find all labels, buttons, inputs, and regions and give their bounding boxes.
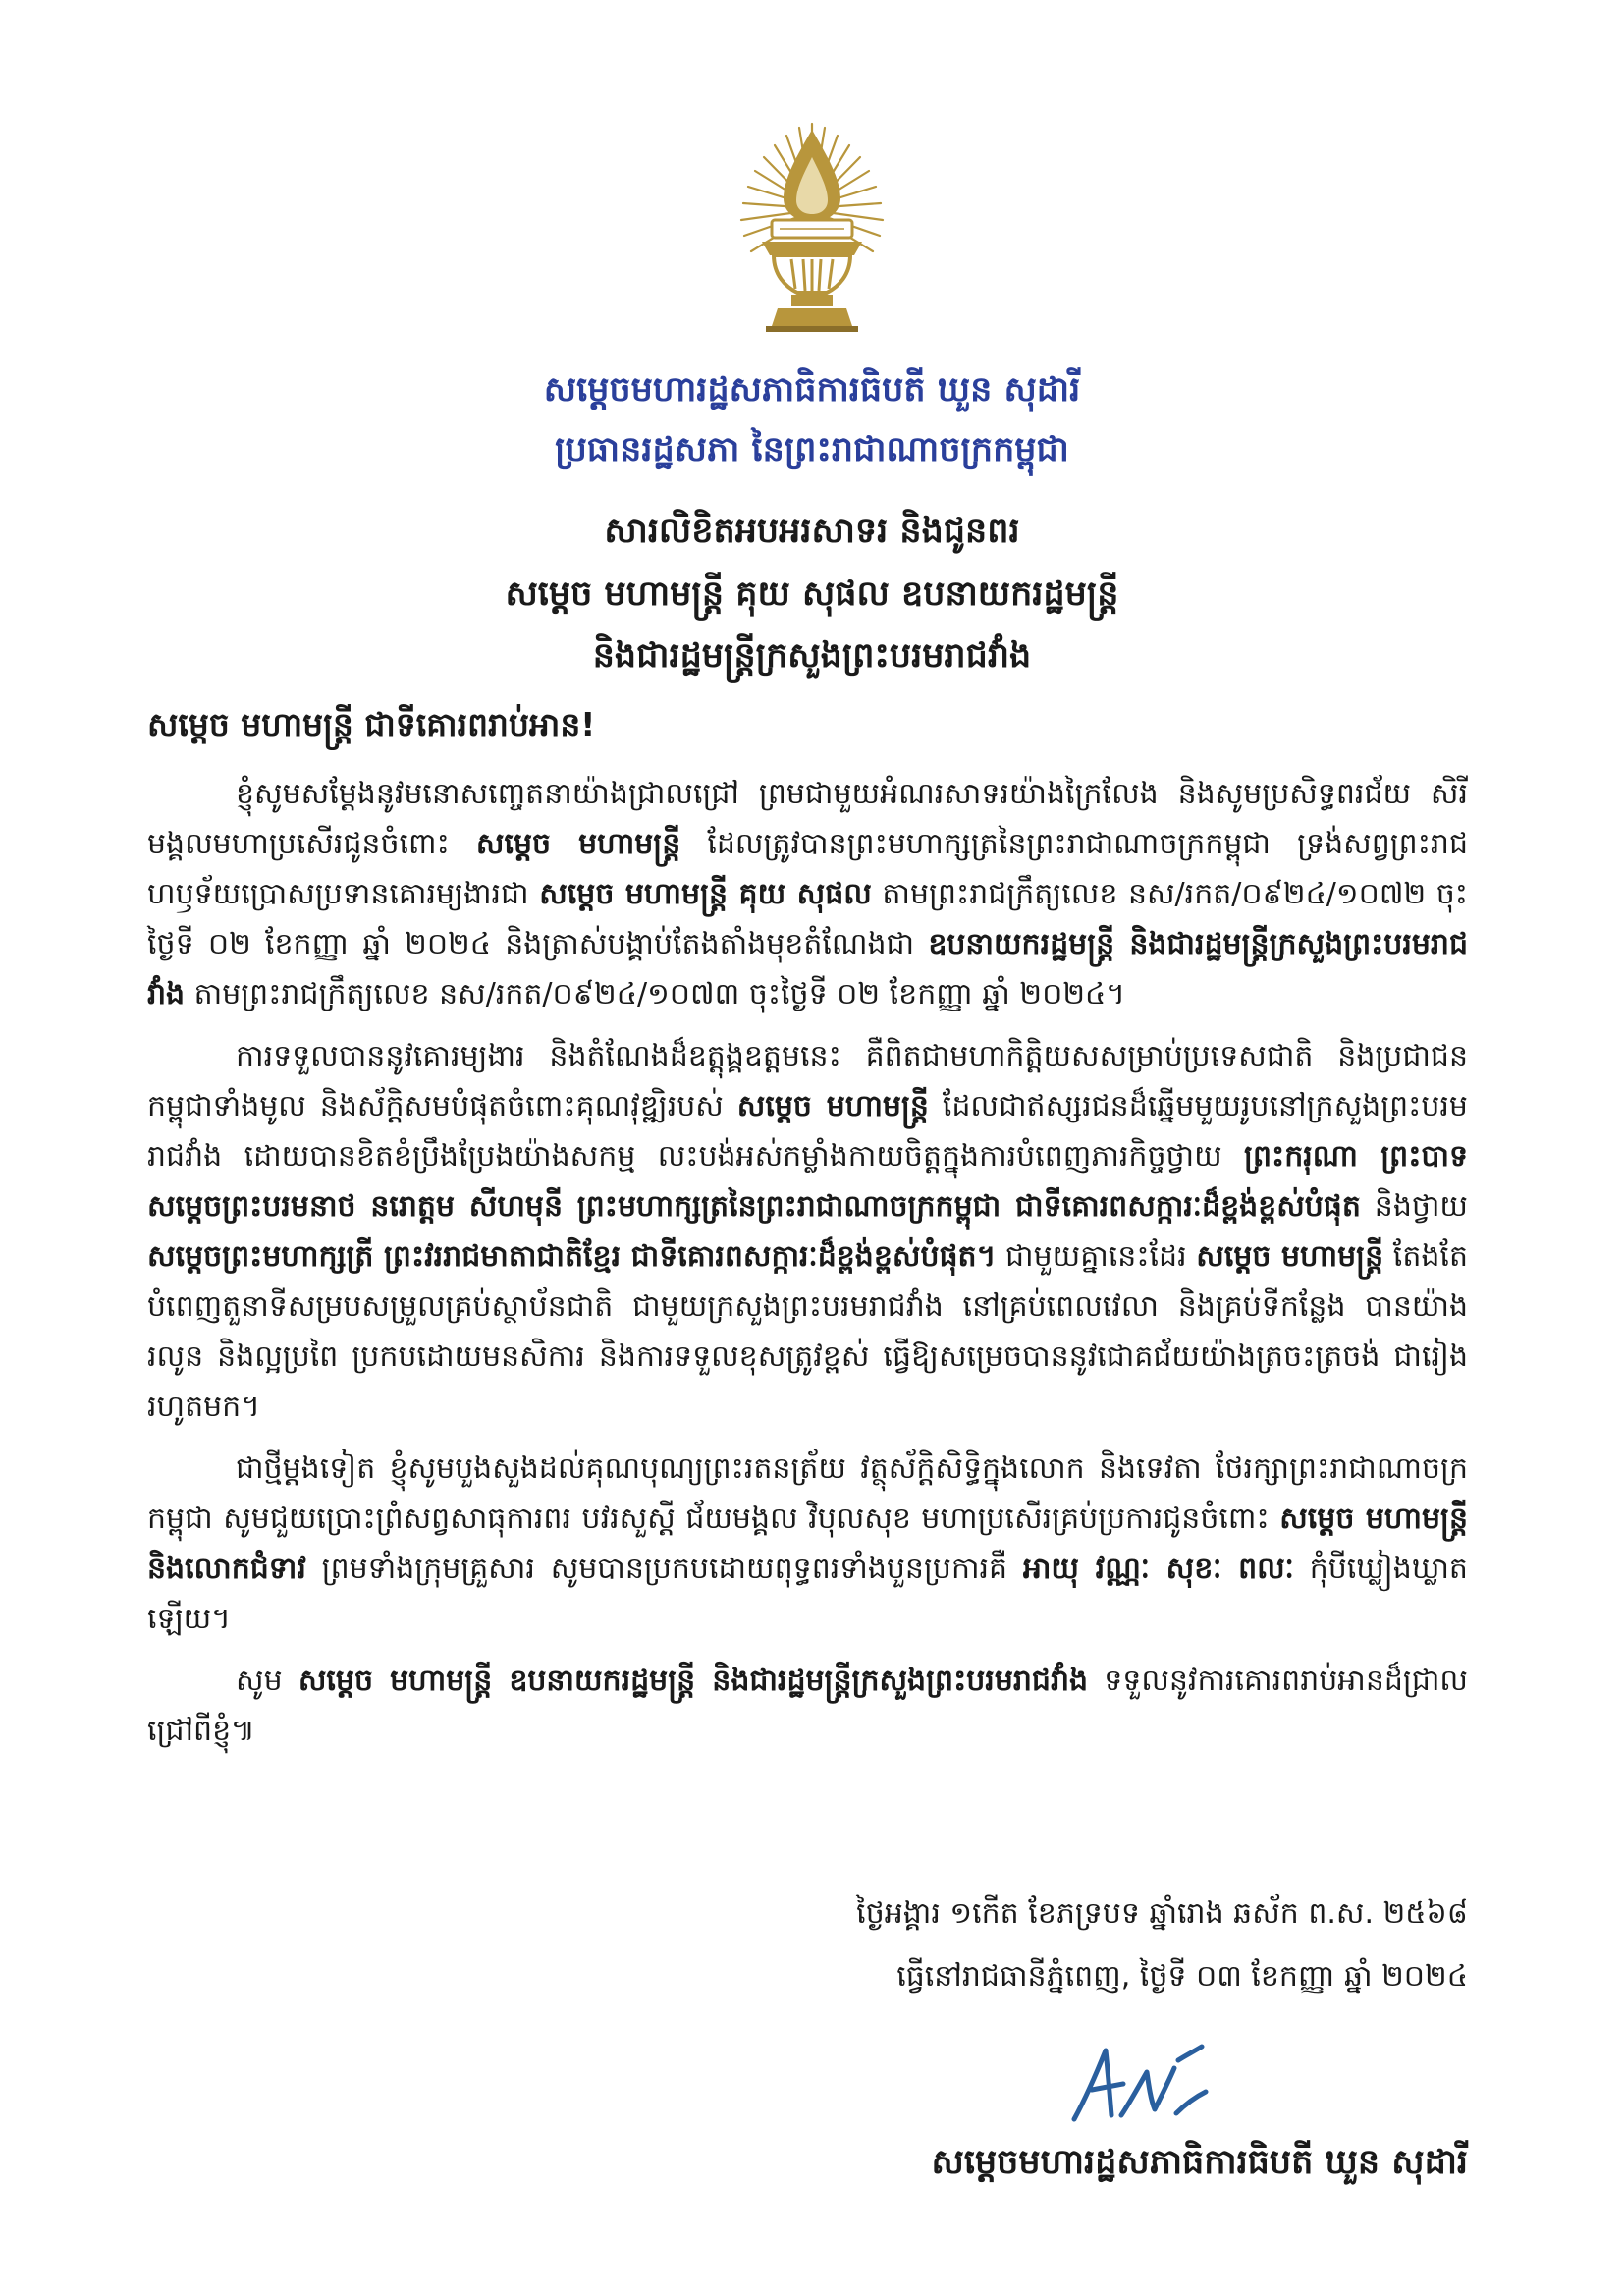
emphasis-text: សម្ដេច មហាមន្ត្រី <box>1196 1239 1384 1274</box>
signature-icon <box>1060 2013 1218 2131</box>
emphasis-text: សម្ដេចព្រះមហាក្សត្រី ព្រះវររាជមាតាជាតិខ្មែរ ជាទីគោរពសក្ការៈដ៏ខ្ពង់ខ្ពស់បំផុត។ <box>147 1239 997 1274</box>
letter-title-line-2: សម្ដេច មហាមន្ត្រី គុយ សុផល ឧបនាយករដ្ឋមន្ត្រី <box>505 574 1119 614</box>
body-paragraph-4 <box>147 1656 1468 1756</box>
emphasis-text: សម្ដេច មហាមន្ត្រី និងលោកជំទាវ <box>147 1502 1468 1586</box>
paragraph-text: តែងតែបំពេញតួនាទីសម្របសម្រួលគ្រប់ស្ថាប័នជាតិ ជាមួយក្រសួងព្រះបរមរាជវាំង នៅគ្រប់ពេលវេលា និងគ្រប់ទីកន្លែង បានយ៉ាងរលូន និងល្អប្រពៃ ប្រកបដោយមនសិការ និងការទទួលខុសត្រូវខ្ពស់ ធ្វើឱ្យសម្រេចបាននូវជោគជ័យយ៉ាងត្រចះត្រចង់ ជារៀងរហូតមក។ <box>147 1239 1468 1424</box>
emphasis-text: សម្ដេច មហាមន្ត្រី គុយ សុផល <box>539 877 872 911</box>
emphasis-text: សម្ដេច មហាមន្ត្រី <box>736 1089 929 1123</box>
paragraph-text: តាមព្រះរាជក្រឹត្យលេខ នស/រកត/០៩២៤/១០៧២ ចុះថ្ងៃទី ០២ ខែកញ្ញា ឆ្នាំ ២០២៤ និងត្រាស់បង្គាប់តែងតាំងមុខតំណែងជា <box>147 877 1468 961</box>
signer-name: សម្ដេចមហារដ្ឋសភាធិការធិបតី ឃួន សុដារី <box>931 2143 1468 2182</box>
emphasis-text: អាយុ វណ្ណៈ សុខៈ ពលៈ <box>1022 1552 1294 1586</box>
paragraph-text: ព្រមទាំងក្រុមគ្រួសារ សូមបានប្រកបដោយពុទ្ធពរទាំងបួនប្រការគឺ <box>305 1552 1023 1586</box>
paragraph-text: ការទទួលបាននូវគោរម្យងារ និងតំណែងដ៏ឧត្តុង្គឧត្តមនេះ គឺពិតជាមហាកិត្តិយសសម្រាប់ប្រទេសជាតិ និងប្រជាជនកម្ពុជាទាំងមូល និងស័ក្តិសមបំផុតចំពោះគុណវុឌ្ឍិរបស់ <box>147 1039 1468 1123</box>
paragraph-text: ដែលត្រូវបានព្រះមហាក្សត្រនៃព្រះរាជាណាចក្រកម្ពុជា ទ្រង់សព្វព្រះរាជហឫទ័យប្រោសប្រទានគោរម្យងារជា <box>147 827 1468 911</box>
emphasis-text: ព្រះករុណា ព្រះបាទសម្ដេចព្រះបរមនាថ នរោត្តម សីហមុនី ព្រះមហាក្សត្រនៃព្រះរាជាណាចក្រកម្ពុជា ជាទីគោរពសក្ការៈដ៏ខ្ពង់ខ្ពស់បំផុត <box>147 1139 1468 1224</box>
letter-body <box>147 769 1468 1768</box>
emphasis-text: សម្ដេច មហាមន្ត្រី ឧបនាយករដ្ឋមន្ត្រី និងជារដ្ឋមន្ត្រីក្រសួងព្រះបរមរាជវាំង <box>298 1664 1089 1698</box>
paragraph-text: ជាមួយគ្នានេះដែរ <box>996 1239 1197 1274</box>
letter-title-line-1: សារលិខិតអបអរសាទរ និងជូនពរ <box>604 512 1020 551</box>
body-paragraph-1 <box>147 769 1468 1019</box>
paragraph-text: កុំបីឃ្លៀងឃ្លាតឡើយ។ <box>147 1552 1468 1636</box>
emphasis-text: សម្ដេច មហាមន្ត្រី <box>475 827 681 861</box>
body-paragraph-3 <box>147 1444 1468 1644</box>
national-assembly-emblem-icon <box>734 118 890 332</box>
paragraph-text: ទទួលនូវការគោរពរាប់អានដ៏ជ្រាលជ្រៅពីខ្ញុំ៕ <box>147 1664 1468 1748</box>
emphasis-text: ឧបនាយករដ្ឋមន្ត្រី និងជារដ្ឋមន្ត្រីក្រសួងព្រះបរមរាជវាំង <box>147 927 1468 1011</box>
paragraph-text: តាមព្រះរាជក្រឹត្យលេខ នស/រកត/០៩២៤/១០៧៣ ចុះថ្ងៃទី ០២ ខែកញ្ញា ឆ្នាំ ២០២៤។ <box>185 977 1126 1011</box>
paragraph-text: ជាថ្មីម្ដងទៀត ខ្ញុំសូមបួងសួងដល់គុណបុណ្យព្រះរតនត្រ័យ វត្ថុស័ក្តិសិទ្ធិក្នុងលោក និងទេវតា ថែរក្សាព្រះរាជាណាចក្រកម្ពុជា សូមជួយប្រោះព្រំសព្វសាធុការពរ បវរសួស្តី ជ័យមង្គល វិបុលសុខ មហាប្រសើរគ្រប់ប្រការជូនចំពោះ <box>147 1451 1468 1536</box>
place-and-date: ធ្វើនៅរាជធានីភ្នំពេញ, ថ្ងៃទី ០៣ ខែកញ្ញា ឆ្នាំ ២០២៤ <box>896 1959 1468 1994</box>
paragraph-text: ដែលជាឥស្សរជនដ៏ឆ្នើមមួយរូបនៅក្រសួងព្រះបរមរាជវាំង ដោយបានខិតខំប្រឹងប្រែងយ៉ាងសកម្ម លះបង់អស់កម្លាំងកាយចិត្តក្នុងការបំពេញភារកិច្ចថ្វាយ <box>147 1089 1468 1174</box>
salutation: សម្ដេច មហាមន្ត្រី ជាទីគោរពរាប់អាន! <box>147 705 596 743</box>
letter-title-line-3: និងជារដ្ឋមន្ត្រីក្រសួងព្រះបរមរាជវាំង <box>592 636 1032 676</box>
lunar-date: ថ្ងៃអង្គារ ១កើត ខែភទ្របទ ឆ្នាំរោង ឆស័ក ព.ស. ២៥៦៨ <box>856 1896 1468 1931</box>
paragraph-text: សូម <box>236 1664 298 1698</box>
paragraph-text: និងថ្វាយ <box>1360 1189 1468 1224</box>
sender-title: ប្រធានរដ្ឋសភា នៃព្រះរាជាណាចក្រកម្ពុជា <box>555 430 1069 469</box>
sender-name: សម្ដេចមហារដ្ឋសភាធិការធិបតី ឃួន សុដារី <box>543 370 1081 410</box>
paragraph-text: ខ្ញុំសូមសម្ដែងនូវមនោសញ្ចេតនាយ៉ាងជ្រាលជ្រៅ ព្រមជាមួយអំណរសាទរយ៉ាងក្រៃលែង និងសូមប្រសិទ្ធពរជ័យ សិរីមង្គលមហាប្រសើរជូនចំពោះ <box>147 777 1468 861</box>
body-paragraph-2 <box>147 1031 1468 1432</box>
